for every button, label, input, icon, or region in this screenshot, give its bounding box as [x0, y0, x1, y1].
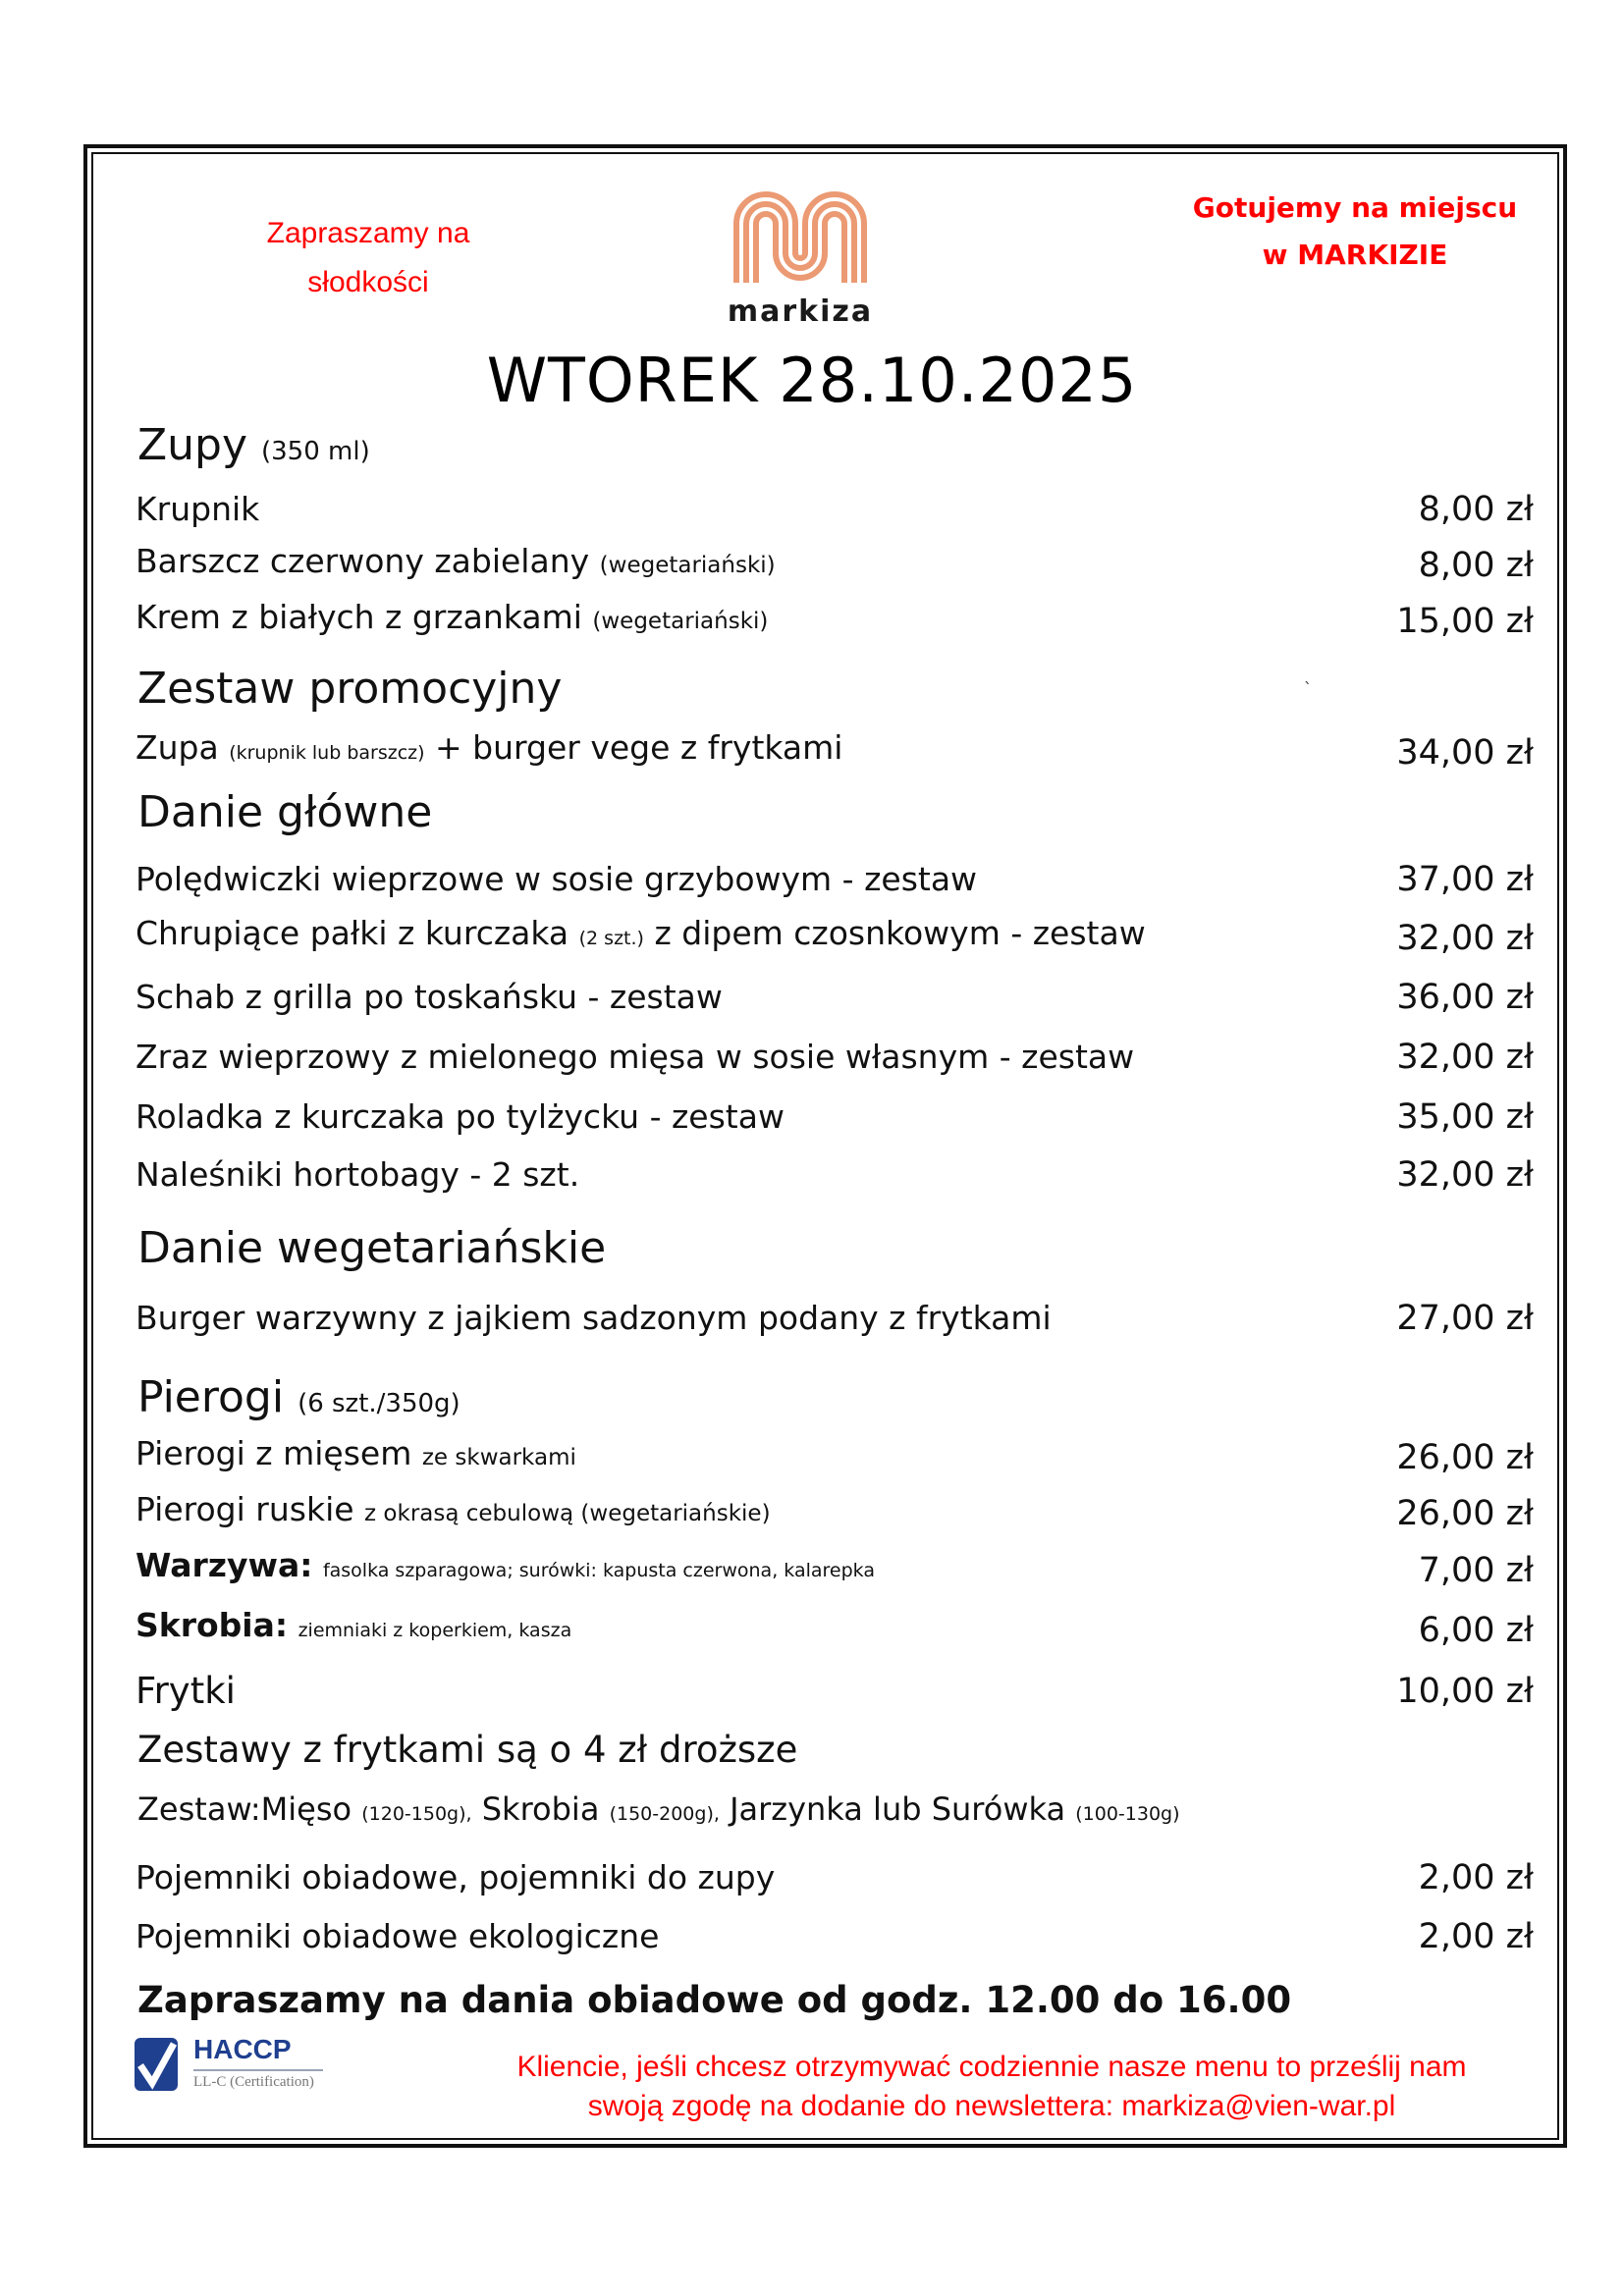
- item-price: 36,00 zł: [1396, 978, 1534, 1017]
- cooking-promo-line-2: w MARKIZIE: [1262, 239, 1448, 271]
- item-name: Barszcz czerwony zabielany: [135, 542, 590, 580]
- haccp-title: HACCP: [193, 2034, 292, 2064]
- opening-hours: Zapraszamy na dania obiadowe od godz. 12.00 do 16.00: [137, 1979, 1292, 2021]
- item-name: Pierogi z mięsem: [135, 1434, 412, 1472]
- menu-item: [135, 1853, 1534, 1902]
- menu-item: [135, 1150, 1534, 1200]
- menu-item: [135, 1667, 1534, 1716]
- set-starch-weight: (150-200g),: [609, 1803, 720, 1825]
- page-title: WTOREK 28.10.2025: [486, 345, 1138, 416]
- item-price: 2,00 zł: [1418, 1917, 1534, 1956]
- item-note: fasolka szparagowa; surówki: kapusta czerwona, kalarepka: [322, 1560, 875, 1581]
- item-name: Pierogi ruskie: [135, 1490, 354, 1528]
- item-price: 34,00 zł: [1396, 733, 1534, 773]
- item-name: Krupnik: [135, 490, 260, 528]
- item-note: ziemniaki z koperkiem, kasza: [298, 1620, 572, 1641]
- section-heading-vegetarian: [137, 1219, 606, 1278]
- section-title: Pierogi: [137, 1372, 285, 1422]
- item-price: 2,00 zł: [1418, 1858, 1534, 1897]
- menu-item: [135, 1489, 1534, 1538]
- newsletter-line-1: Kliencie, jeśli chcesz otrzymywać codziennie nasze menu to prześlij nam: [516, 2051, 1467, 2083]
- menu-item: [135, 1294, 1534, 1343]
- haccp-badge: [135, 2036, 331, 2095]
- item-price: 10,00 zł: [1396, 1672, 1534, 1711]
- item-note: (2 szt.): [578, 928, 644, 949]
- item-price: 32,00 zł: [1396, 919, 1534, 958]
- menu-item: [135, 973, 1534, 1022]
- sweets-promo: [196, 209, 540, 307]
- item-price: 15,00 zł: [1396, 602, 1534, 641]
- item-name: Schab z grilla po toskańsku - zestaw: [135, 978, 723, 1016]
- item-label: Skrobia:: [135, 1606, 289, 1644]
- set-composition-info: [137, 1785, 1180, 1839]
- item-price: 26,00 zł: [1396, 1438, 1534, 1477]
- menu-item: [135, 541, 1534, 590]
- menu-item: [135, 485, 1534, 534]
- section-title: Zestaw promocyjny: [137, 664, 563, 714]
- item-price: 8,00 zł: [1418, 490, 1534, 529]
- item-name: Burger warzywny z jajkiem sadzonym podany z frytkami: [135, 1299, 1052, 1337]
- item-name: Pojemniki obiadowe, pojemniki do zupy: [135, 1858, 776, 1896]
- section-heading-pierogi: [137, 1368, 460, 1433]
- markiza-m-icon: [727, 185, 874, 293]
- newsletter-line-2: swoją zgodę na dodanie do newslettera: markiza@vien-war.pl: [587, 2090, 1396, 2122]
- section-heading-soups: [137, 416, 370, 481]
- item-name: Zraz wieprzowy z mielonego mięsa w sosie własnym - zestaw: [135, 1038, 1135, 1076]
- menu-item: [135, 1546, 1534, 1595]
- item-name: Chrupiące pałki z kurczaka: [135, 914, 569, 952]
- item-note: ze skwarkami: [421, 1445, 576, 1470]
- item-price: 8,00 zł: [1418, 546, 1534, 585]
- section-title: Zupy: [137, 420, 247, 470]
- set-veg: Jarzynka lub Surówka: [730, 1790, 1066, 1828]
- markiza-logo: [727, 185, 874, 332]
- cooking-on-site-promo: [1149, 185, 1561, 279]
- menu-item: [135, 1093, 1534, 1142]
- item-price: 7,00 zł: [1418, 1551, 1534, 1590]
- item-note: (wegetariański): [592, 609, 769, 634]
- menu-item: [135, 855, 1534, 904]
- item-name: Frytki: [135, 1670, 236, 1712]
- haccp-divider: [193, 2069, 323, 2071]
- item-price: 32,00 zł: [1396, 1038, 1534, 1077]
- set-starch: Skrobia: [481, 1790, 600, 1828]
- item-name: Zupa: [135, 728, 219, 767]
- menu-item: [135, 914, 1534, 963]
- menu-item: [135, 1912, 1534, 1961]
- stray-mark: `: [1304, 679, 1312, 698]
- item-price: 37,00 zł: [1396, 860, 1534, 899]
- item-price: 35,00 zł: [1396, 1097, 1534, 1137]
- set-meat: Zestaw:Mięso: [137, 1790, 352, 1828]
- checkmark-icon: [135, 2038, 178, 2091]
- item-name-rest: z dipem czosnkowym - zestaw: [654, 914, 1146, 952]
- set-veg-weight: (100-130g): [1075, 1803, 1180, 1825]
- item-name: Roladka z kurczaka po tylżycku - zestaw: [135, 1097, 785, 1136]
- item-name: Naleśniki hortobagy - 2 szt.: [135, 1155, 580, 1194]
- sweets-promo-line-2: słodkości: [307, 266, 429, 298]
- item-price: 32,00 zł: [1396, 1155, 1534, 1195]
- item-price: 6,00 zł: [1418, 1611, 1534, 1650]
- fries-surcharge-note: Zestawy z frytkami są o 4 zł droższe: [137, 1729, 798, 1771]
- menu-item: [135, 1433, 1534, 1482]
- cooking-promo-line-1: Gotujemy na miejscu: [1192, 191, 1518, 224]
- logo-wordmark: markiza: [727, 294, 874, 329]
- item-price: 26,00 zł: [1396, 1494, 1534, 1533]
- menu-item: [135, 728, 1534, 777]
- menu-item: [135, 1033, 1534, 1082]
- section-subtitle: (6 szt./350g): [298, 1389, 460, 1418]
- item-note: z okrasą cebulową (wegetariańskie): [364, 1501, 771, 1526]
- item-name: Pojemniki obiadowe ekologiczne: [135, 1917, 660, 1955]
- item-name-rest: + burger vege z frytkami: [435, 728, 843, 767]
- section-subtitle: (350 ml): [261, 437, 370, 466]
- section-heading-mains: [137, 783, 432, 842]
- menu-item: [135, 597, 1534, 646]
- set-meat-weight: (120-150g),: [361, 1803, 472, 1825]
- menu-item: [135, 1606, 1534, 1655]
- section-title: Danie wegetariańskie: [137, 1223, 607, 1273]
- item-name: Krem z białych z grzankami: [135, 598, 582, 636]
- newsletter-notice: [432, 2048, 1551, 2126]
- section-title: Danie główne: [137, 787, 433, 837]
- section-heading-promo-set: [137, 660, 562, 719]
- sweets-promo-line-1: Zapraszamy na: [266, 217, 470, 249]
- item-note: (wegetariański): [599, 553, 776, 578]
- item-note: (krupnik lub barszcz): [229, 742, 425, 764]
- item-label: Warzywa:: [135, 1546, 313, 1584]
- item-price: 27,00 zł: [1396, 1299, 1534, 1338]
- haccp-subtitle: LL-C (Certification): [193, 2074, 314, 2090]
- item-name: Polędwiczki wieprzowe w sosie grzybowym - zestaw: [135, 860, 978, 898]
